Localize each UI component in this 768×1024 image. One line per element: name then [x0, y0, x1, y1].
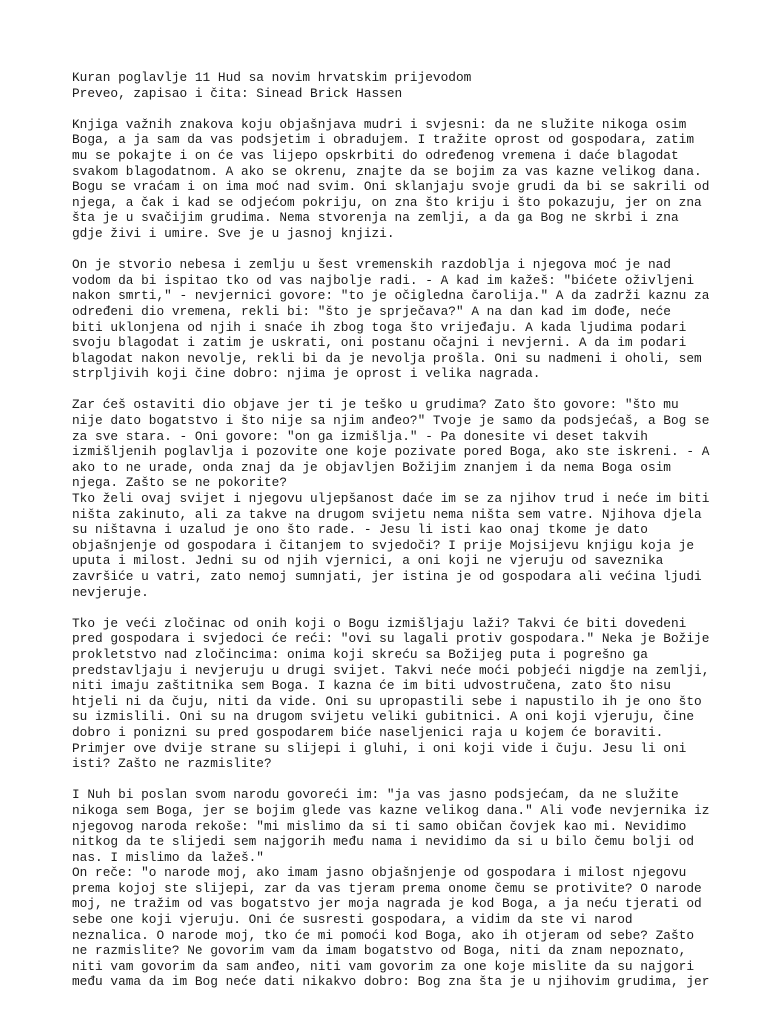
text-line: određeni dio vremena, rekli bi: "što je sprječava?" A na dan kad im dođe, neće	[72, 303, 671, 319]
text-line: niti vam govorim da sam anđeo, niti vam govorim za one koje mislite da su najgori	[72, 958, 695, 974]
paragraph	[72, 117, 712, 242]
paragraph-spacer	[72, 772, 712, 788]
text-line: I Nuh bi poslan svom narodu govoreći im: "ja vas jasno podsjećam, da ne služite	[72, 787, 679, 803]
text-line: dobro i ponizni su pred gospodarem biće naseljenici raja u kojem će boraviti.	[72, 724, 664, 740]
text-line: uputa i milost. Jedni su od njih vjernici, a oni koji ne vjeruju od saveznika	[72, 553, 664, 569]
text-line: prokletstvo nad zločincima: onima koji skreću sa Božijeg puta i pogrešno ga	[72, 646, 648, 662]
text-line: On je stvorio nebesa i zemlju u šest vremenskih razdoblja i njegova moć je nad	[72, 257, 671, 273]
text-line: strpljivih koji čine dobro: njima je oprost i velika nagrada.	[72, 366, 541, 382]
text-line: izmišljenih poglavlja i pozovite one koje pozivate pored Boga, ako ste iskreni. - A	[72, 444, 710, 460]
text-line: nevjeruje.	[72, 584, 149, 600]
paragraph-spacer	[72, 382, 712, 398]
text-line: ako to ne urade, onda znaj da je objavljen Božijim znanjem i da nema Boga osim	[72, 459, 671, 475]
text-line: svoju blagodat i zatim je uskrati, oni postanu očajni i nevjerni. A da im podari	[72, 335, 687, 351]
text-line: svakom blagodatnom. A ako se okrenu, znajte da se bojim za vas kazne velikog dana.	[72, 163, 702, 179]
text-line: moj, ne tražim od vas bogatstvo jer moja nagrada je kod Boga, a ja neću tjerati od	[72, 896, 702, 912]
document-header	[72, 70, 712, 101]
text-line: mu se pokajte i on će vas lijepo opskrbiti do određenog vremena i daće blagodat	[72, 147, 679, 163]
text-line: nakon smrti," - nevjernici govore: "to je očigledna čarolija." A da zadrži kaznu za	[72, 288, 710, 304]
paragraph-spacer	[72, 600, 712, 616]
text-line: niti imaju zaštitnika sem Boga. I kazna će im biti udvostručena, zato što nisu	[72, 678, 671, 694]
text-line: Zar ćeš ostaviti dio objave jer ti je teško u grudima? Zato što govore: "što mu	[72, 397, 679, 413]
paragraph	[72, 257, 712, 382]
text-line: njegovog naroda rekoše: "mi mislimo da si ti samo običan čovjek kao mi. Nevidimo	[72, 818, 687, 834]
text-line: Bogu se vraćam i on ima moć nad svim. Oni sklanjaju svoje grudi da bi se sakrili od	[72, 179, 710, 195]
text-line: Primjer ove dvije strane su slijepi i gluhi, i oni koji vide i čuju. Jesu li oni	[72, 740, 687, 756]
paragraph-spacer	[72, 101, 712, 117]
text-line: nitkog da te slijedi sem najgorih među nama i nevidimo da si u bilo čemu bolji od	[72, 834, 695, 850]
text-line: šta je u svačijim grudima. Nema stvorenja na zemlji, a da ga Bog ne skrbi i zna	[72, 210, 679, 226]
text-line: završiće u vatri, zato nemoj sumnjati, jer istina je od gospodara ali većina ljudi	[72, 569, 702, 584]
text-line: predstavljaju i nevjeruju u drugi svijet. Takvi neće moći pobjeći nigdje na zemlji,	[72, 662, 710, 678]
text-line: gdje živi i umire. Sve je u jasnoj knjizi.	[72, 225, 395, 241]
text-line: njega, a čak i kad se odjećom pokriju, on zna što kriju i što pokazuju, jer on zna	[72, 194, 702, 210]
text-line: pred gospodara i svjedoci će reći: "ovi su lagali protiv gospodara." Neka je Božije	[72, 631, 710, 647]
text-line: njega. Zašto se ne pokorite?	[72, 475, 288, 491]
text-line: sebe one koji vjeruju. Oni će susresti gospodara, a vidim da ste vi narod	[72, 912, 633, 928]
text-line: neznalica. O narode moj, tko će mi pomoći kod Boga, ako ih otjeram od sebe? Zašto	[72, 927, 695, 943]
paragraph	[72, 397, 712, 600]
paragraph	[72, 616, 712, 772]
text-line: isti? Zašto ne razmislite?	[72, 756, 272, 772]
text-line: nikoga sem Boga, jer se bojim glede vas kazne velikog dana." Ali vođe nevjernika iz	[72, 802, 710, 818]
text-line: Tko želi ovaj svijet i njegovu uljepšanost daće im se za njihov trud i neće im biti	[72, 491, 710, 507]
document-page	[72, 70, 712, 990]
document-body	[72, 117, 712, 990]
text-line: su ništavna i uzalud je ono što rade. - Jesu li isti kao onaj tkome je dato	[72, 522, 648, 538]
text-line: Boga, a ja sam da vas podsjetim i obradujem. I tražite oprost od gospodara, zatim	[72, 132, 695, 148]
text-line: su izmislili. Oni su na drugom svijetu veliki gubitnici. A oni koji vjeruju, čine	[72, 709, 695, 725]
text-line: ništa zakinuto, ali za takve na drugom svijetu nema ništa sem vatre. Njihova djela	[72, 506, 702, 522]
text-line: biti uklonjena od njih i snaće ih zbog toga što vrijeđaju. A kada ljudima podari	[72, 319, 687, 335]
text-line: za sve stara. - Oni govore: "on ga izmišlja." - Pa donesite vi deset takvih	[72, 428, 648, 444]
text-line: prema kojoj ste slijepi, zar da vas tjeram prema onome čemu se protivite? O narode	[72, 880, 702, 896]
text-line: među vama da im Bog neće dati nikakvo dobro: Bog zna šta je u njihovim grudima, jer	[72, 974, 710, 990]
document-title: Kuran poglavlje 11 Hud sa novim hrvatskim prijevodom	[72, 70, 472, 85]
text-line: nije dato bogatstvo i što nije sa njim anđeo?" Tvoje je samo da podsjećaš, a Bog se	[72, 413, 710, 429]
paragraph	[72, 787, 712, 990]
text-line: ne razmislite? Ne govorim vam da imam bogatstvo od Boga, niti da znam nepoznato,	[72, 943, 687, 959]
text-line: Tko je veći zločinac od onih koji o Bogu izmišljaju laži? Takvi će biti dovedeni	[72, 615, 687, 631]
text-line: Knjiga važnih znakova koju objašnjava mudri i svjesni: da ne služite nikoga osim	[72, 116, 687, 132]
text-line: nas. I mislimo da lažeš."	[72, 849, 264, 865]
document-byline: Preveo, zapisao i čita: Sinead Brick Hassen	[72, 85, 403, 101]
text-line: objašnjenje od gospodara i čitanjem to svjedoči? I prije Mojsijevu knjigu koja je	[72, 537, 695, 553]
text-line: blagodat nakon nevolje, rekli bi da je nevolja prošla. Oni su nadmeni i oholi, sem	[72, 350, 702, 366]
text-line: On reče: "o narode moj, ako imam jasno objašnjenje od gospodara i milost njegovu	[72, 865, 687, 881]
paragraph-spacer	[72, 242, 712, 258]
text-line: vodom da bi ispitao tko od vas najbolje radi. - A kad im kažeš: "bićete oživljeni	[72, 272, 695, 288]
text-line: htjeli ni da čuju, niti da vide. Oni su upropastili sebe i napustilo ih je ono što	[72, 693, 702, 709]
